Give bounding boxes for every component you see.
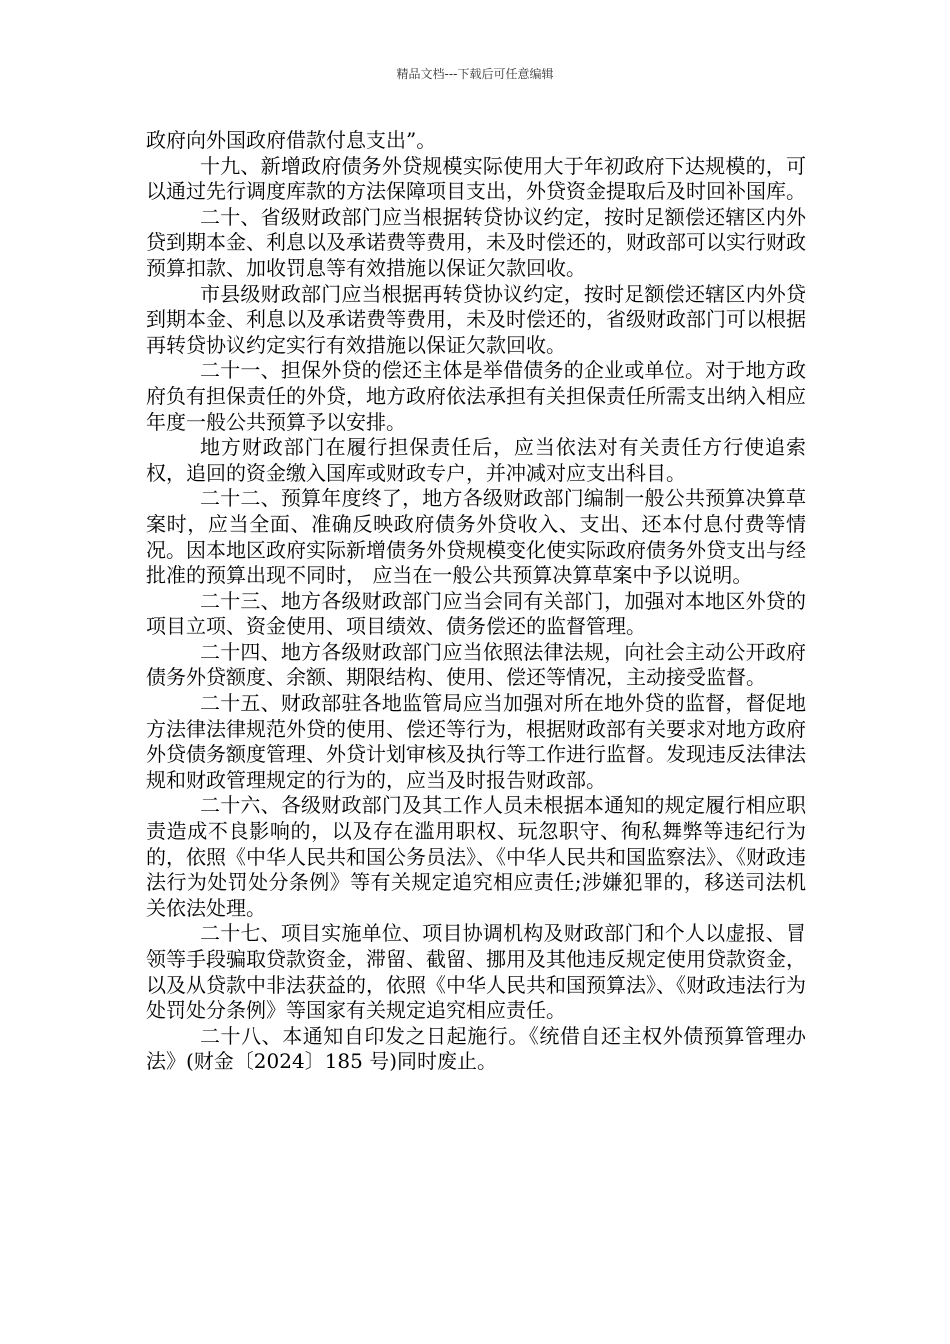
paragraph: 二十二、预算年度终了，地方各级财政部门编制一般公共预算决算草案时，应当全面、准确反映政府债务外贷收入、支出、还本付息付费等情况。因本地区政府实际新增债务外贷规模变化使实际政府债务外贷支出与经批准的预算出现不同时， 应当在一般公共预算决算草案中予以说明。 [146,486,806,588]
paragraph: 二十一、担保外贷的偿还主体是举借债务的企业或单位。对于地方政府负有担保责任的外贷，地方政府依法承担有关担保责任所需支出纳入相应年度一般公共预算予以安排。 [146,358,806,434]
paragraph: 二十七、项目实施单位、项目协调机构及财政部门和个人以虚报、冒领等手段骗取贷款资金，滞留、截留、挪用及其他违反规定使用贷款资金，以及从贷款中非法获益的，依照《中华人民共和国预算法》、《财政违法行为处罚处分条例》等国家有关规定追究相应责任。 [146,921,806,1023]
paragraph: 二十八、本通知自印发之日起施行。《统借自还主权外债预算管理办法》(财金〔2024〕185 号)同时废止。 [146,1023,806,1074]
paragraph: 二十、省级财政部门应当根据转贷协议约定，按时足额偿还辖区内外贷到期本金、利息以及承诺费等费用，未及时偿还的，财政部可以实行财政预算扣款、加收罚息等有效措施以保证欠款回收。 [146,204,806,280]
paragraph: 政府向外国政府借款付息支出”。 [146,128,437,152]
paragraph: 地方财政部门在履行担保责任后，应当依法对有关责任方行使追索权，追回的资金缴入国库或财政专户，并冲减对应支出科目。 [146,435,806,485]
paragraph: 二十四、地方各级财政部门应当依照法律法规，向社会主动公开政府债务外贷额度、余额、期限结构、使用、偿还等情况，主动接受监督。 [146,639,806,690]
paragraph: 十九、新增政府债务外贷规模实际使用大于年初政府下达规模的，可以通过先行调度库款的方法保障项目支出，外贷资金提取后及时回补国库。 [146,153,806,204]
document-body [146,128,806,1075]
paragraph: 二十五、财政部驻各地监管局应当加强对所在地外贷的监督，督促地方法律法律规范外贷的使用、偿还等行为，根据财政部有关要求对地方政府外贷债务额度管理、外贷计划审核及执行等工作进行监督。发现违反法律法规和财政管理规定的行为的，应当及时报告财政部。 [146,691,806,792]
page-header: 精品文档---下载后可任意编辑 [396,67,554,81]
paragraph: 二十三、地方各级财政部门应当会同有关部门，加强对本地区外贷的项目立项、资金使用、项目绩效、债务偿还的监督管理。 [146,588,806,639]
paragraph: 二十六、各级财政部门及其工作人员未根据本通知的规定履行相应职责造成不良影响的，以及存在滥用职权、玩忽职守、徇私舞弊等违纪行为的，依照《中华人民共和国公务员法》、《中华人民共和国监察法》、《财政违法行为处罚处分条例》等有关规定追究相应责任;涉嫌犯罪的，移送司法机关依法处理。 [146,793,806,920]
paragraph: 市县级财政部门应当根据再转贷协议约定，按时足额偿还辖区内外贷到期本金、利息以及承诺费等费用，未及时偿还的，省级财政部门可以根据再转贷协议约定实行有效措施以保证欠款回收。 [146,281,806,357]
